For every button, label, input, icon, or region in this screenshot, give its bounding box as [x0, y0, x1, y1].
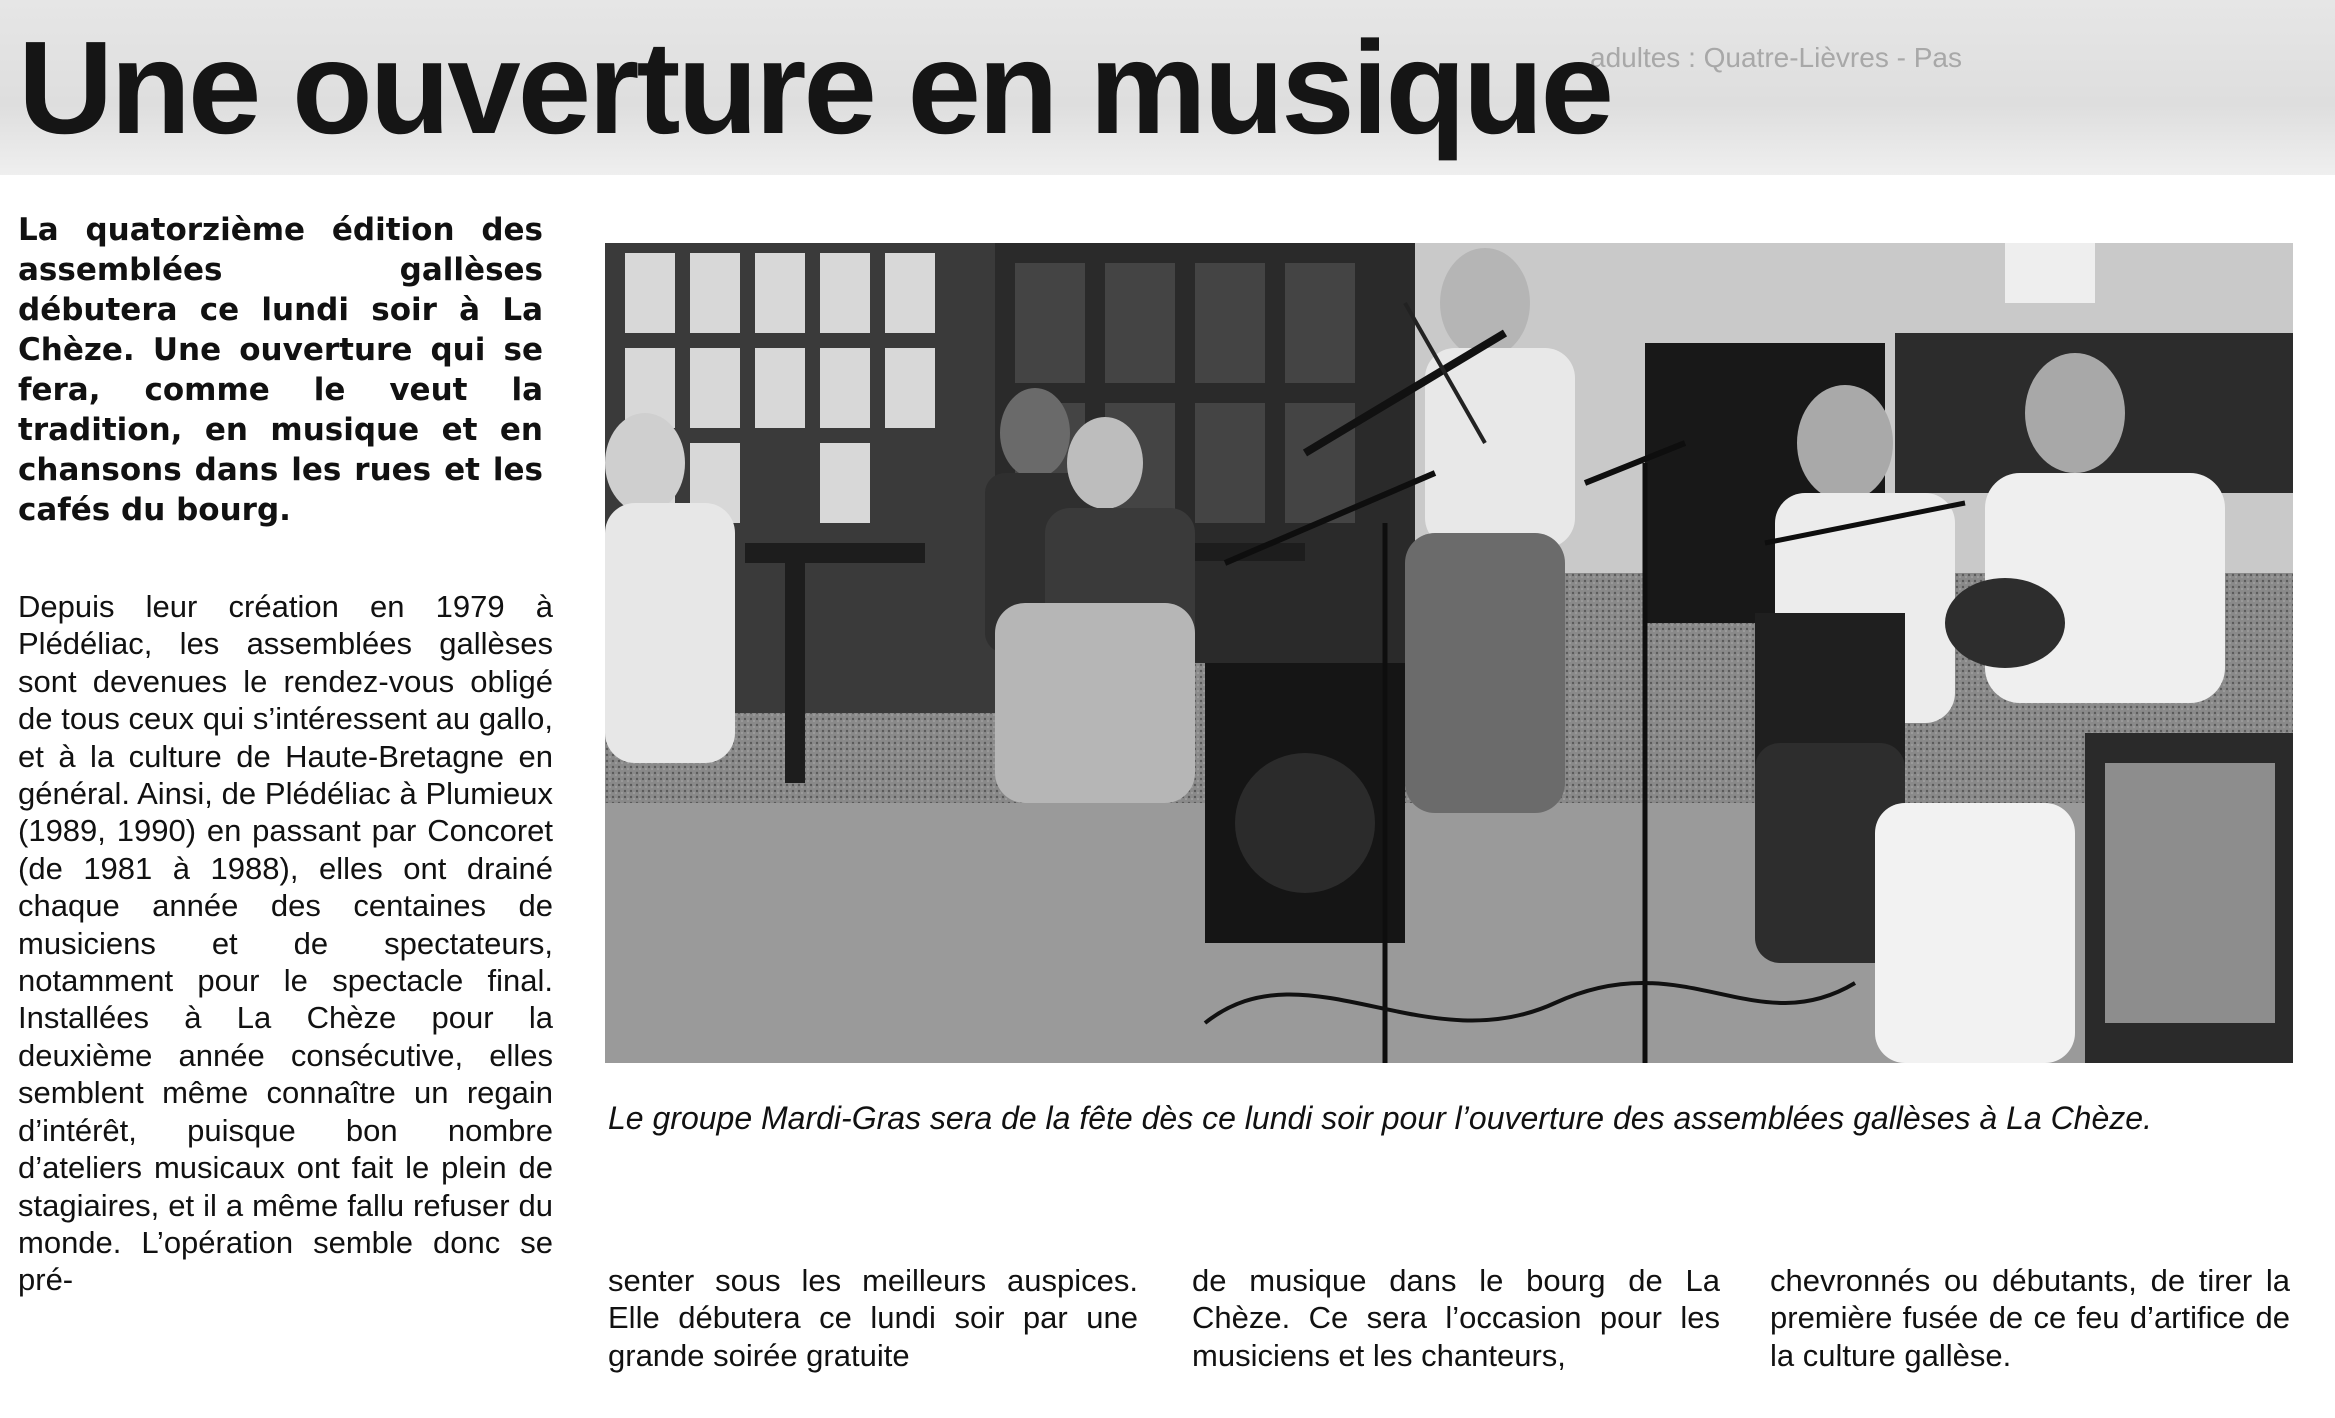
body-column-4: chevronnés ou débutants, de tirer la première fusée de ce feu d’artifice de la culture gallèse.	[1770, 1263, 2290, 1373]
lead-paragraph: La quatorzième édition des assemblées gallèses débutera ce lundi soir à La Chèze. Une ouverture qui se fera, comme le veut la tradition, en musique et en chansons dans les rues et les cafés du bourg.	[18, 212, 543, 528]
header-strip	[0, 0, 2335, 175]
band-photo-illustration	[605, 243, 2293, 1063]
body-column-2: senter sous les meilleurs auspices. Elle débutera ce lundi soir par une grande soirée gratuite	[608, 1263, 1138, 1373]
body-column-1: Depuis leur création en 1979 à Plédéliac, les assemblées gallèses sont devenues le rendez-vous obligé de tous ceux qui s’intéressent au gallo, et à la culture de Haute-Bretagne en général. Ainsi, de Plédéliac à Plumieux (1989, 1990) en passant par Concoret (de 1981 à 1988), elles ont drainé chaque année des centaines de musiciens et de spectateurs, notamment pour le spectacle final. Installées à La Chèze pour la deuxième année consécutive, elles semblent même connaître un regain d’intérêt, puisque bon nombre d’ateliers musicaux ont fait le plein de stagiaires, et il a même fallu refuser du monde. L’opération semble donc se pré-	[18, 589, 553, 1298]
band-photo	[605, 243, 2293, 1063]
bleed-through-text: adultes : Quatre-Lièvres - Pas	[1590, 42, 1962, 73]
body-column-3: de musique dans le bourg de La Chèze. Ce sera l’occasion pour les musiciens et les chanteurs,	[1192, 1263, 1720, 1373]
headline: Une ouverture en musique	[18, 14, 1612, 161]
photo-caption: Le groupe Mardi-Gras sera de la fête dès ce lundi soir pour l’ouverture des assemblées gallèses à La Chèze.	[608, 1100, 2152, 1136]
